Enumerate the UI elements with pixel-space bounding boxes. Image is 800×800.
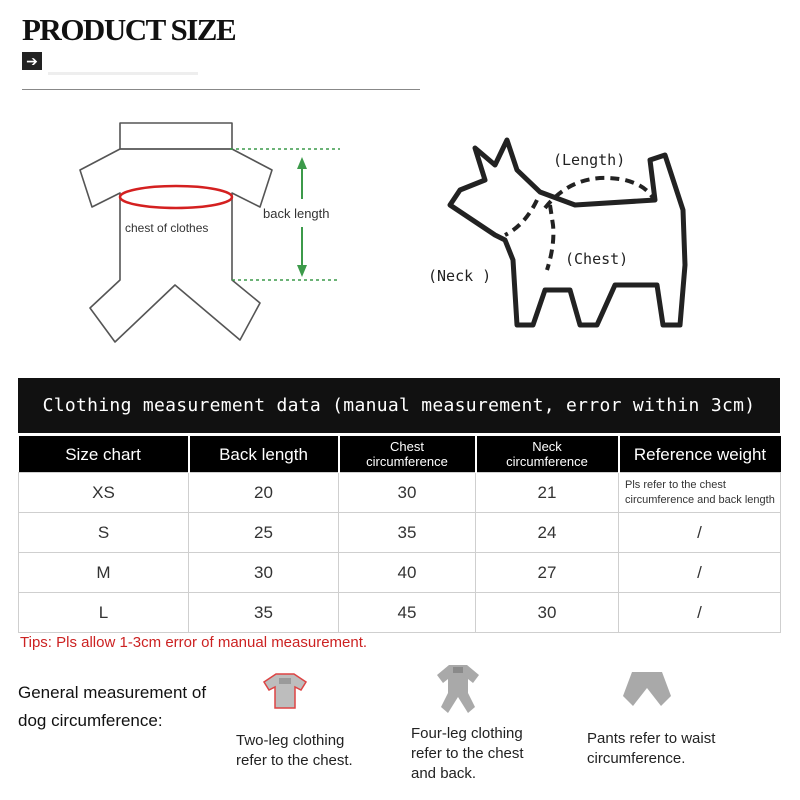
header-divider [22, 89, 420, 90]
measurement-banner: Clothing measurement data (manual measurement, error within 3cm) [18, 378, 780, 433]
table-row [19, 553, 781, 593]
neck-label: (Neck ) [428, 267, 492, 285]
size-cell: L [19, 593, 189, 633]
chest-of-clothes-label: chest of clothes [125, 221, 209, 235]
size-cell: XS [19, 473, 189, 513]
general-measurement-heading: General measurement of dog circumference: [18, 683, 207, 730]
header-neck-circumference: Neck circumference [476, 436, 619, 473]
chest-cell: 45 [339, 593, 476, 633]
decorative-line [48, 72, 198, 75]
dog-diagram [425, 120, 695, 340]
weight-cell: / [619, 513, 781, 553]
two-leg-shirt-icon [262, 670, 308, 715]
neck-cell: 30 [476, 593, 619, 633]
size-table [18, 436, 781, 633]
garment-outline-icon [70, 115, 360, 345]
header-back-length: Back length [189, 436, 339, 473]
pants-icon [622, 670, 672, 715]
four-leg-caption: Four-leg clothing refer to the chest and back. [411, 725, 524, 782]
back-length-label: back length [263, 206, 330, 221]
four-leg-jumpsuit-icon [435, 663, 481, 720]
table-row [19, 473, 781, 513]
weight-cell: Pls refer to the chest circumference and back length [619, 473, 781, 513]
chest-cell: 40 [339, 553, 476, 593]
size-cell: S [19, 513, 189, 553]
back-length-cell: 25 [189, 513, 339, 553]
header-chest-circumference: Chest circumference [339, 436, 476, 473]
neck-cell: 27 [476, 553, 619, 593]
neck-cell: 21 [476, 473, 619, 513]
page-title: PRODUCT SIZE [22, 12, 236, 47]
chest-cell: 30 [339, 473, 476, 513]
table-header-row [19, 436, 781, 473]
garment-diagram [70, 115, 360, 350]
chest-cell: 35 [339, 513, 476, 553]
table-row [19, 513, 781, 553]
header-reference-weight: Reference weight [619, 436, 781, 473]
size-cell: M [19, 553, 189, 593]
table-row [19, 593, 781, 633]
back-length-cell: 35 [189, 593, 339, 633]
arrow-right-icon: ➔ [22, 52, 42, 70]
chest-label: (Chest) [565, 250, 629, 268]
two-leg-caption: Two-leg clothing refer to the chest. [236, 732, 353, 769]
tips-text: Tips: Pls allow 1-3cm error of manual measurement. [20, 634, 368, 651]
weight-cell: / [619, 593, 781, 633]
length-label: (Length) [553, 151, 626, 169]
back-length-cell: 30 [189, 553, 339, 593]
back-length-cell: 20 [189, 473, 339, 513]
header-size-chart: Size chart [19, 436, 189, 473]
weight-cell: / [619, 553, 781, 593]
neck-cell: 24 [476, 513, 619, 553]
pants-caption: Pants refer to waist circumference. [587, 730, 716, 767]
